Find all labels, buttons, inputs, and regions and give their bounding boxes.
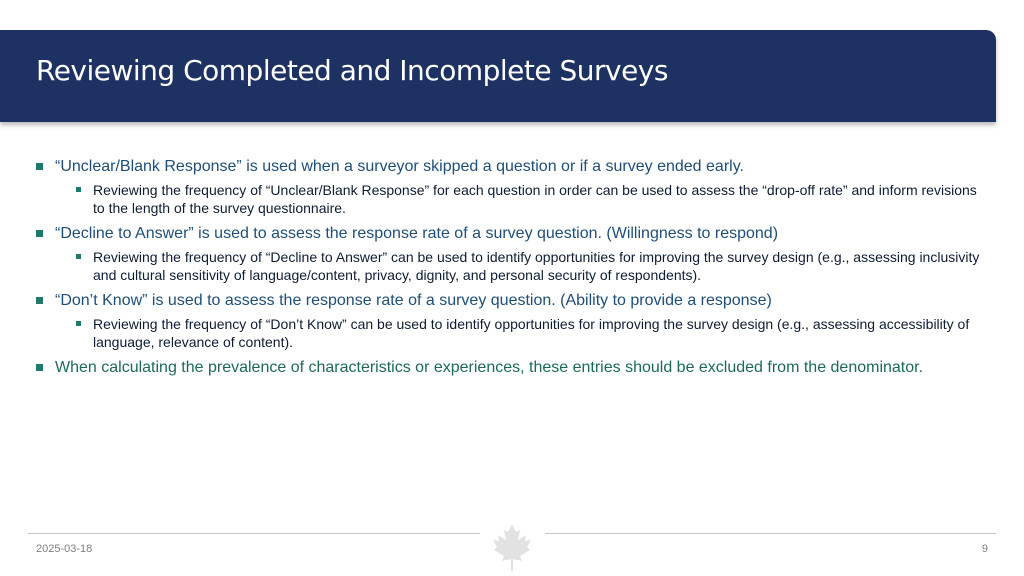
- sub-bullet-text: Reviewing the frequency of “Decline to Answer” can be used to identify opportunities for improving the survey design (e.g., assessing inclusivity and cultural sensitivity of language/content, privacy, dignity, and personal security of respondents).: [93, 249, 980, 283]
- page-number: 9: [981, 543, 988, 555]
- footer-date: 2025-03-18: [36, 543, 93, 555]
- bullet-text: “Unclear/Blank Response” is used when a surveyor skipped a question or if a survey ended early.: [55, 158, 744, 175]
- sub-bullet-item: [76, 315, 986, 351]
- sub-bullet-marker-icon: [76, 321, 81, 326]
- sub-bullet-item: [76, 248, 986, 284]
- bullet-text: “Decline to Answer” is used to assess the response rate of a survey question. (Willingness to respond): [55, 225, 779, 242]
- bullet-marker-icon: [36, 230, 43, 237]
- footer-divider-right: [545, 533, 996, 534]
- bullet-marker-icon: [36, 297, 43, 304]
- footer-divider-left: [28, 533, 480, 534]
- maple-leaf-icon: [487, 520, 537, 574]
- bullet-item: [36, 223, 986, 244]
- bullet-text: When calculating the prevalence of characteristics or experiences, these entries should be excluded from the denominator.: [55, 359, 924, 376]
- sub-bullet-text: Reviewing the frequency of “Don’t Know” can be used to identify opportunities for improving the survey design (e.g., assessing accessibility of language, relevance of content).: [93, 316, 970, 350]
- sub-bullet-text: Reviewing the frequency of “Unclear/Blank Response” for each question in order can be used to assess the “drop-off rate” and inform revisions to the length of the survey questionnaire.: [93, 182, 977, 216]
- bullet-text: “Don’t Know” is used to assess the response rate of a survey question. (Ability to provide a response): [55, 292, 772, 309]
- slide-title: Reviewing Completed and Incomplete Surveys: [36, 54, 668, 87]
- sub-bullet-marker-icon: [76, 187, 81, 192]
- sub-bullet-item: [76, 181, 986, 217]
- bullet-list: [36, 156, 986, 378]
- sub-bullet-marker-icon: [76, 254, 81, 259]
- bullet-item: [36, 290, 986, 311]
- bullet-marker-icon: [36, 163, 43, 170]
- bullet-item: [36, 156, 986, 177]
- bullet-marker-icon: [36, 364, 43, 371]
- bullet-item: [36, 357, 986, 378]
